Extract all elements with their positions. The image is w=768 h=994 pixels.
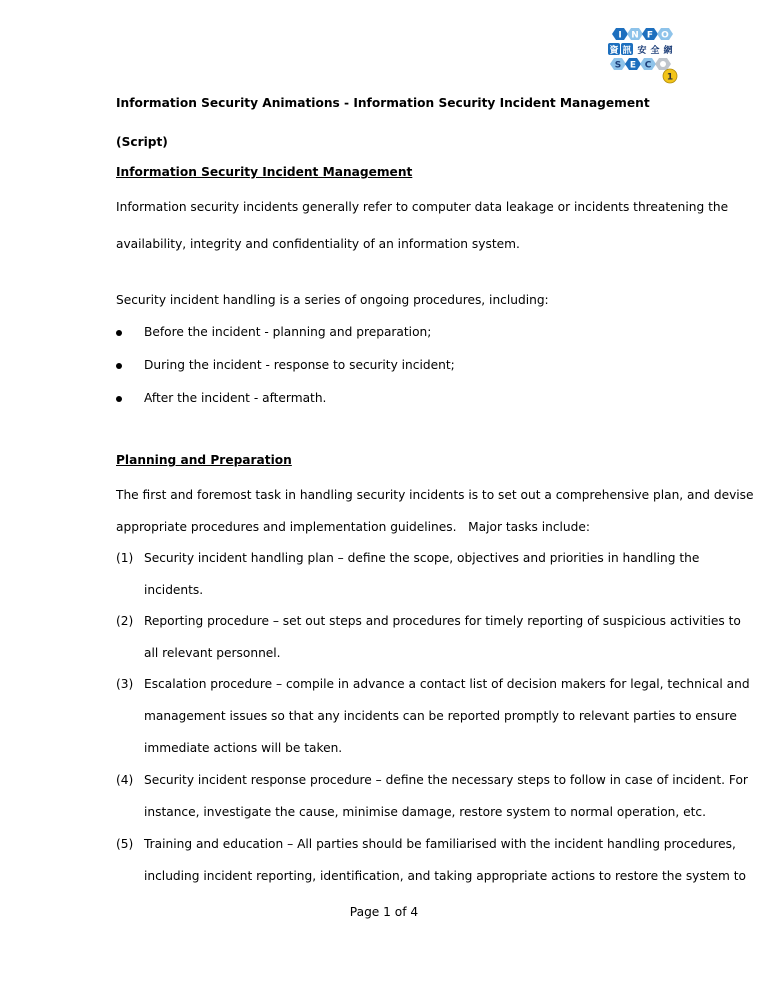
- section-heading-incident-management: Information Security Incident Management: [116, 165, 413, 179]
- list-number: (1): [116, 551, 134, 565]
- bullet-dot: [116, 363, 122, 369]
- list-item-line: including incident reporting, identification, and taking appropriate actions to restore the system to: [144, 869, 747, 883]
- section-heading-planning: Planning and Preparation: [116, 453, 292, 467]
- paragraph-line: appropriate procedures and implementation guidelines. Major tasks include:: [116, 520, 590, 534]
- svg-text:F: F: [646, 30, 654, 41]
- list-item-line: incidents.: [144, 583, 204, 597]
- svg-text:1: 1: [666, 72, 674, 83]
- svg-text:C: C: [644, 60, 652, 71]
- paragraph-line: Information security incidents generally refer to computer data leakage or incidents threatening the: [116, 200, 729, 214]
- svg-text:O: O: [661, 30, 669, 41]
- bullet-item: After the incident - aftermath.: [144, 391, 327, 405]
- list-number: (3): [116, 677, 134, 691]
- svg-text:網: 網: [663, 46, 673, 56]
- svg-text:安: 安: [637, 46, 647, 56]
- list-item-line: Security incident handling plan – define the scope, objectives and priorities in handling the: [144, 551, 700, 565]
- paragraph-intro: Security incident handling is a series of ongoing procedures, including:: [116, 293, 549, 307]
- svg-text:E: E: [629, 60, 637, 71]
- bullet-item: During the incident - response to security incident;: [144, 358, 455, 372]
- list-number: (2): [116, 614, 134, 628]
- list-item-line: instance, investigate the cause, minimise damage, restore system to normal operation, etc.: [144, 805, 706, 819]
- list-item-line: Training and education – All parties should be familiarised with the incident handling procedures,: [144, 837, 736, 851]
- svg-text:N: N: [631, 30, 639, 41]
- list-item-line: Escalation procedure – compile in advance a contact list of decision makers for legal, technical and: [144, 677, 750, 691]
- bullet-item: Before the incident - planning and preparation;: [144, 325, 432, 339]
- page-number: Page 1 of 4: [349, 905, 419, 919]
- list-item-line: Security incident response procedure – define the necessary steps to follow in case of incident. For: [144, 773, 748, 787]
- list-item-line: management issues so that any incidents can be reported promptly to relevant parties to ensure: [144, 709, 737, 723]
- paragraph-line: availability, integrity and confidentiality of an information system.: [116, 237, 520, 251]
- bullet-dot: [116, 330, 122, 336]
- infosec-logo: [606, 26, 678, 86]
- list-number: (4): [116, 773, 134, 787]
- list-item-line: immediate actions will be taken.: [144, 741, 343, 755]
- logo-top-letters: [612, 28, 673, 41]
- list-item-line: Reporting procedure – set out steps and procedures for timely reporting of suspicious activities to: [144, 614, 741, 628]
- logo-bottom-letters: [610, 58, 671, 71]
- document-title: Information Security Animations - Information Security Incident Management: [116, 96, 650, 110]
- paragraph-line: The first and foremost task in handling security incidents is to set out a comprehensive plan, and devise: [116, 488, 754, 502]
- list-number: (5): [116, 837, 134, 851]
- bullet-dot: [116, 396, 122, 402]
- svg-text:S: S: [614, 60, 622, 71]
- svg-text:訊: 訊: [622, 46, 632, 56]
- list-item-line: all relevant personnel.: [144, 646, 281, 660]
- logo-middle-text: [608, 43, 673, 56]
- svg-text:全: 全: [650, 46, 660, 56]
- svg-text:資: 資: [609, 46, 619, 56]
- document-subtitle: (Script): [116, 135, 168, 149]
- logo-badge: [663, 69, 677, 83]
- svg-text:I: I: [618, 30, 622, 41]
